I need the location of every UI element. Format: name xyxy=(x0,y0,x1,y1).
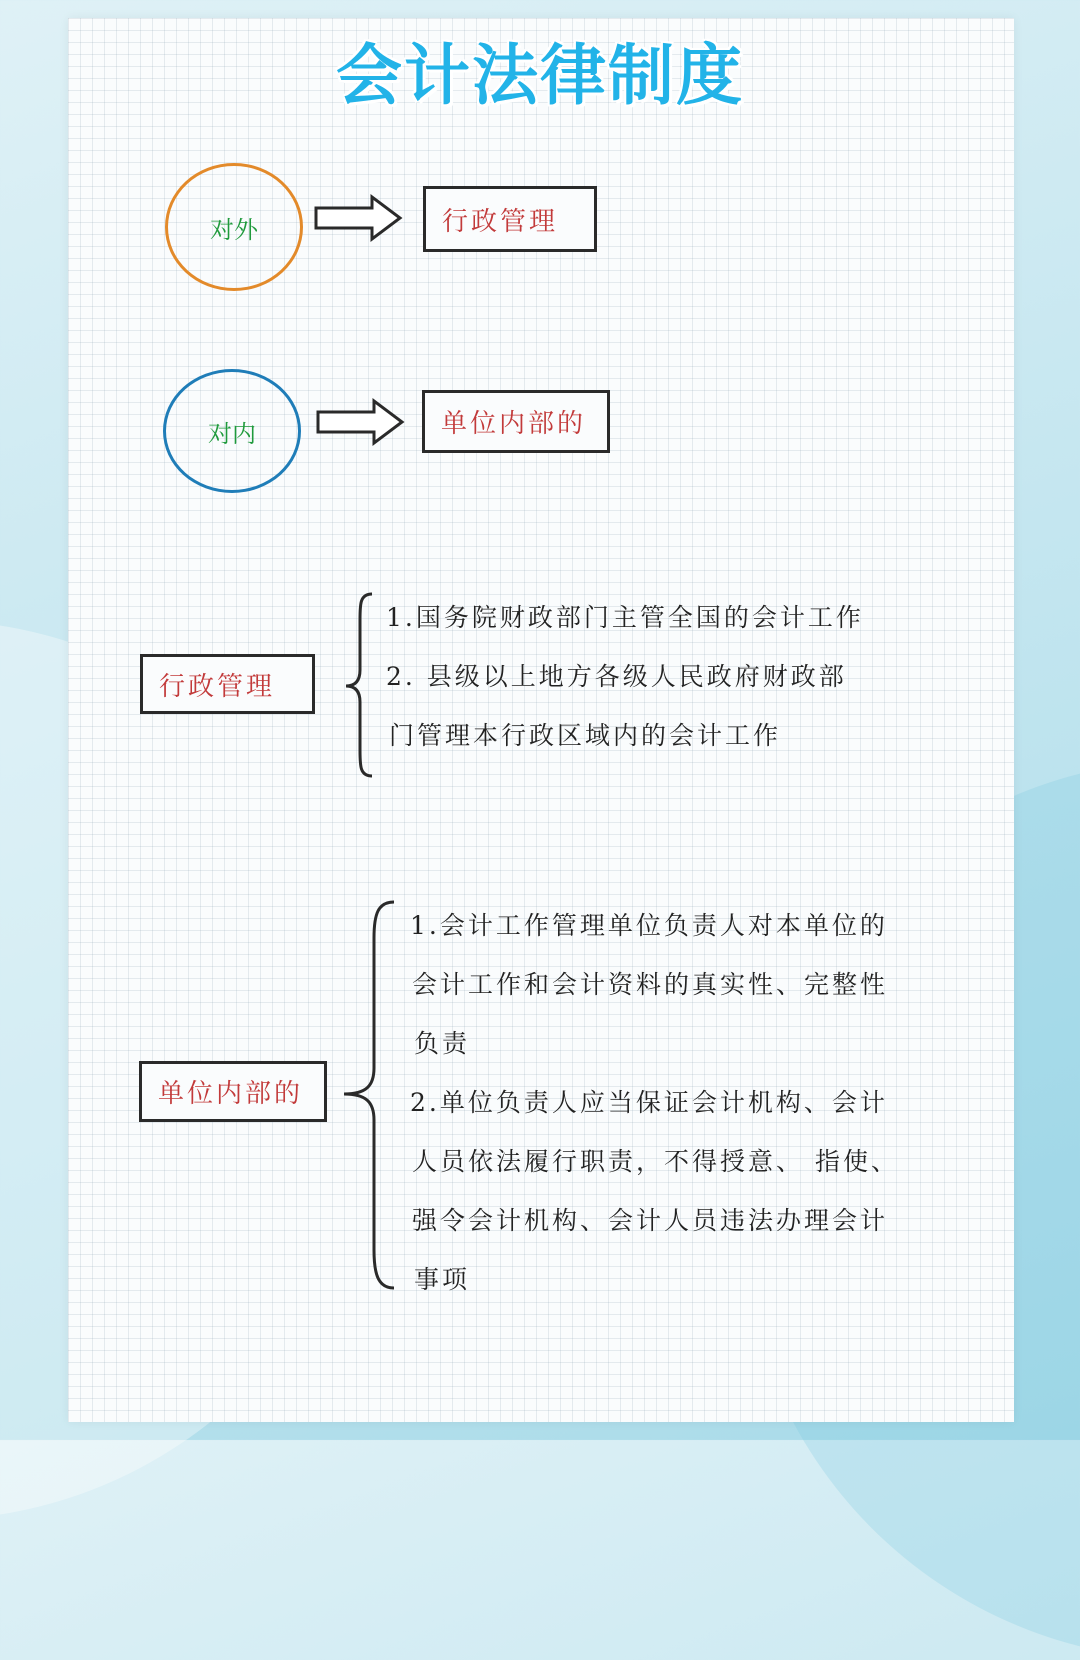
internal-target-box xyxy=(422,390,610,453)
internal-line-1: 1.会计工作管理单位负责人对本单位的 xyxy=(410,911,888,940)
admin-line-1: 1.国务院财政部门主管全国的会计工作 xyxy=(386,603,864,632)
internal-line-2: 会计工作和会计资料的真实性、完整性 xyxy=(412,970,889,999)
external-circle xyxy=(165,163,303,291)
right-arrow-icon xyxy=(314,194,404,242)
right-arrow-icon xyxy=(316,398,406,446)
internal-unit-box xyxy=(139,1061,327,1122)
internal-line-4: 2.单位负责人应当保证会计机构、会计 xyxy=(410,1088,888,1117)
internal-circle xyxy=(163,369,301,493)
internal-line-7: 事项 xyxy=(414,1265,471,1294)
page-title: 会计法律制度 xyxy=(336,37,744,114)
internal-unit-label: 单位内部的 xyxy=(158,1079,304,1109)
internal-line-5: 人员依法履行职责，不得授意、 指使、 xyxy=(412,1147,899,1176)
internal-line-6: 强令会计机构、会计人员违法办理会计 xyxy=(412,1206,889,1235)
curly-brace-icon xyxy=(338,898,398,1292)
external-target-box xyxy=(423,186,597,252)
admin-box xyxy=(140,654,315,714)
external-label: 对外 xyxy=(210,215,258,244)
curly-brace-icon xyxy=(340,590,376,780)
external-target-label: 行政管理 xyxy=(442,206,559,237)
internal-label: 对内 xyxy=(208,419,256,448)
admin-line-3: 门管理本行政区域内的会计工作 xyxy=(389,721,782,750)
internal-target-label: 单位内部的 xyxy=(441,409,587,439)
admin-line-2: 2. 县级以上地方各级人民政府财政部 xyxy=(386,662,847,691)
admin-label: 行政管理 xyxy=(159,671,276,702)
internal-line-3: 负责 xyxy=(414,1029,471,1058)
